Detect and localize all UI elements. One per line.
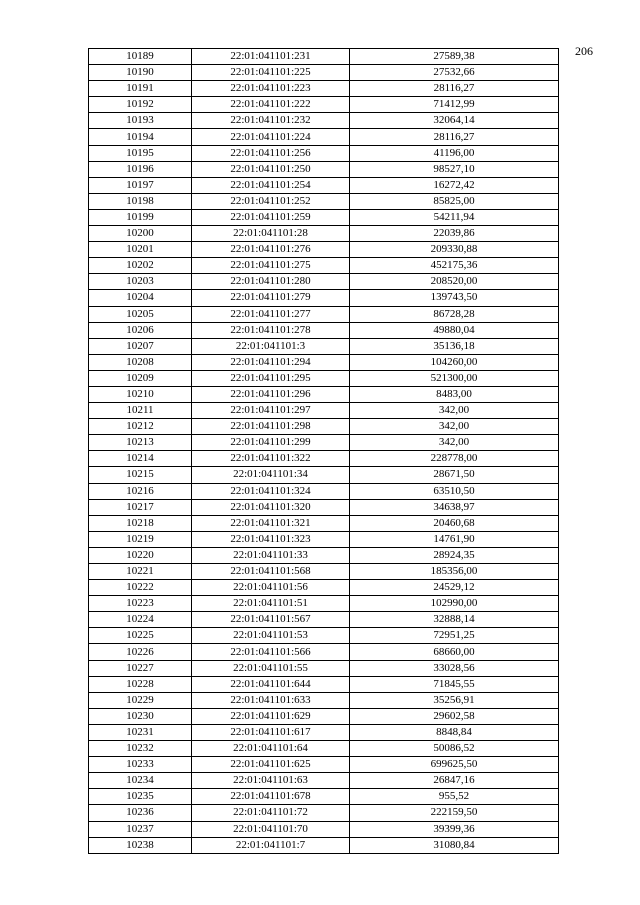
- table-row: [89, 419, 559, 435]
- cadastral-value-cell: 28116,27: [350, 129, 559, 145]
- cadastral-number-cell: 22:01:041101:299: [192, 435, 350, 451]
- cadastral-value-cell: 342,00: [350, 403, 559, 419]
- row-number-cell: 10234: [89, 773, 192, 789]
- cadastral-value-cell: 342,00: [350, 435, 559, 451]
- cadastral-number-cell: 22:01:041101:320: [192, 499, 350, 515]
- table-row: [89, 660, 559, 676]
- table-row: [89, 242, 559, 258]
- row-number-cell: 10232: [89, 741, 192, 757]
- cadastral-number-cell: 22:01:041101:51: [192, 596, 350, 612]
- table-row: [89, 612, 559, 628]
- cadastral-value-table: [88, 48, 559, 854]
- cadastral-number-cell: 22:01:041101:63: [192, 773, 350, 789]
- table-row: [89, 145, 559, 161]
- cadastral-number-cell: 22:01:041101:629: [192, 708, 350, 724]
- cadastral-number-cell: 22:01:041101:64: [192, 741, 350, 757]
- cadastral-value-cell: 34638,97: [350, 499, 559, 515]
- cadastral-value-cell: 228778,00: [350, 451, 559, 467]
- cadastral-value-cell: 28924,35: [350, 547, 559, 563]
- cadastral-number-cell: 22:01:041101:296: [192, 386, 350, 402]
- row-number-cell: 10200: [89, 226, 192, 242]
- cadastral-value-cell: 27589,38: [350, 49, 559, 65]
- cadastral-value-cell: 63510,50: [350, 483, 559, 499]
- cadastral-number-cell: 22:01:041101:568: [192, 564, 350, 580]
- cadastral-number-cell: 22:01:041101:566: [192, 644, 350, 660]
- table-row: [89, 177, 559, 193]
- cadastral-number-cell: 22:01:041101:617: [192, 724, 350, 740]
- row-number-cell: 10227: [89, 660, 192, 676]
- cadastral-number-cell: 22:01:041101:252: [192, 193, 350, 209]
- cadastral-value-cell: 139743,50: [350, 290, 559, 306]
- cadastral-number-cell: 22:01:041101:222: [192, 97, 350, 113]
- cadastral-value-cell: 29602,58: [350, 708, 559, 724]
- cadastral-number-cell: 22:01:041101:321: [192, 515, 350, 531]
- cadastral-number-cell: 22:01:041101:278: [192, 322, 350, 338]
- row-number-cell: 10216: [89, 483, 192, 499]
- cadastral-value-cell: 35136,18: [350, 338, 559, 354]
- table-row: [89, 129, 559, 145]
- table-row: [89, 708, 559, 724]
- row-number-cell: 10214: [89, 451, 192, 467]
- cadastral-value-cell: 32888,14: [350, 612, 559, 628]
- table-body: [89, 49, 559, 854]
- cadastral-value-cell: 85825,00: [350, 193, 559, 209]
- cadastral-number-cell: 22:01:041101:323: [192, 531, 350, 547]
- cadastral-number-cell: 22:01:041101:72: [192, 805, 350, 821]
- cadastral-value-cell: 8483,00: [350, 386, 559, 402]
- cadastral-number-cell: 22:01:041101:232: [192, 113, 350, 129]
- row-number-cell: 10190: [89, 65, 192, 81]
- row-number-cell: 10208: [89, 354, 192, 370]
- row-number-cell: 10238: [89, 837, 192, 853]
- cadastral-value-cell: 31080,84: [350, 837, 559, 853]
- table-row: [89, 451, 559, 467]
- cadastral-number-cell: 22:01:041101:250: [192, 161, 350, 177]
- table-row: [89, 773, 559, 789]
- cadastral-value-cell: 39399,36: [350, 821, 559, 837]
- row-number-cell: 10226: [89, 644, 192, 660]
- row-number-cell: 10204: [89, 290, 192, 306]
- table-row: [89, 724, 559, 740]
- cadastral-number-cell: 22:01:041101:7: [192, 837, 350, 853]
- cadastral-value-cell: 955,52: [350, 789, 559, 805]
- table-row: [89, 531, 559, 547]
- row-number-cell: 10224: [89, 612, 192, 628]
- row-number-cell: 10221: [89, 564, 192, 580]
- cadastral-value-cell: 71412,99: [350, 97, 559, 113]
- cadastral-number-cell: 22:01:041101:55: [192, 660, 350, 676]
- table-row: [89, 789, 559, 805]
- cadastral-number-cell: 22:01:041101:644: [192, 676, 350, 692]
- cadastral-number-cell: 22:01:041101:625: [192, 757, 350, 773]
- table-row: [89, 65, 559, 81]
- table-row: [89, 370, 559, 386]
- table-row: [89, 258, 559, 274]
- row-number-cell: 10220: [89, 547, 192, 563]
- table-row: [89, 354, 559, 370]
- cadastral-value-cell: 28116,27: [350, 81, 559, 97]
- cadastral-value-cell: 71845,55: [350, 676, 559, 692]
- table-row: [89, 386, 559, 402]
- row-number-cell: 10237: [89, 821, 192, 837]
- row-number-cell: 10203: [89, 274, 192, 290]
- cadastral-number-cell: 22:01:041101:231: [192, 49, 350, 65]
- table-row: [89, 161, 559, 177]
- cadastral-number-cell: 22:01:041101:224: [192, 129, 350, 145]
- table-row: [89, 837, 559, 853]
- cadastral-number-cell: 22:01:041101:633: [192, 692, 350, 708]
- cadastral-number-cell: 22:01:041101:567: [192, 612, 350, 628]
- table-row: [89, 274, 559, 290]
- row-number-cell: 10197: [89, 177, 192, 193]
- cadastral-value-cell: 54211,94: [350, 209, 559, 225]
- table-row: [89, 676, 559, 692]
- table-row: [89, 515, 559, 531]
- row-number-cell: 10219: [89, 531, 192, 547]
- cadastral-number-cell: 22:01:041101:678: [192, 789, 350, 805]
- row-number-cell: 10229: [89, 692, 192, 708]
- cadastral-number-cell: 22:01:041101:280: [192, 274, 350, 290]
- row-number-cell: 10207: [89, 338, 192, 354]
- row-number-cell: 10212: [89, 419, 192, 435]
- cadastral-value-cell: 209330,88: [350, 242, 559, 258]
- cadastral-value-cell: 32064,14: [350, 113, 559, 129]
- cadastral-number-cell: 22:01:041101:276: [192, 242, 350, 258]
- row-number-cell: 10210: [89, 386, 192, 402]
- table-row: [89, 97, 559, 113]
- row-number-cell: 10213: [89, 435, 192, 451]
- row-number-cell: 10233: [89, 757, 192, 773]
- table-row: [89, 644, 559, 660]
- table-row: [89, 338, 559, 354]
- row-number-cell: 10217: [89, 499, 192, 515]
- cadastral-value-cell: 35256,91: [350, 692, 559, 708]
- cadastral-number-cell: 22:01:041101:259: [192, 209, 350, 225]
- cadastral-value-cell: 27532,66: [350, 65, 559, 81]
- cadastral-number-cell: 22:01:041101:33: [192, 547, 350, 563]
- page-number: 206: [575, 44, 593, 58]
- row-number-cell: 10193: [89, 113, 192, 129]
- row-number-cell: 10230: [89, 708, 192, 724]
- cadastral-value-cell: 68660,00: [350, 644, 559, 660]
- table-row: [89, 322, 559, 338]
- row-number-cell: 10231: [89, 724, 192, 740]
- row-number-cell: 10192: [89, 97, 192, 113]
- cadastral-number-cell: 22:01:041101:297: [192, 403, 350, 419]
- table-row: [89, 290, 559, 306]
- table-row: [89, 226, 559, 242]
- row-number-cell: 10189: [89, 49, 192, 65]
- cadastral-number-cell: 22:01:041101:298: [192, 419, 350, 435]
- cadastral-number-cell: 22:01:041101:254: [192, 177, 350, 193]
- cadastral-number-cell: 22:01:041101:295: [192, 370, 350, 386]
- table-row: [89, 547, 559, 563]
- row-number-cell: 10215: [89, 467, 192, 483]
- table-row: [89, 821, 559, 837]
- row-number-cell: 10211: [89, 403, 192, 419]
- cadastral-value-cell: 22039,86: [350, 226, 559, 242]
- cadastral-value-cell: 208520,00: [350, 274, 559, 290]
- cadastral-value-cell: 98527,10: [350, 161, 559, 177]
- row-number-cell: 10235: [89, 789, 192, 805]
- cadastral-number-cell: 22:01:041101:53: [192, 628, 350, 644]
- cadastral-number-cell: 22:01:041101:225: [192, 65, 350, 81]
- table-row: [89, 49, 559, 65]
- row-number-cell: 10236: [89, 805, 192, 821]
- row-number-cell: 10218: [89, 515, 192, 531]
- row-number-cell: 10225: [89, 628, 192, 644]
- cadastral-value-cell: 699625,50: [350, 757, 559, 773]
- cadastral-value-cell: 14761,90: [350, 531, 559, 547]
- cadastral-number-cell: 22:01:041101:56: [192, 580, 350, 596]
- cadastral-number-cell: 22:01:041101:279: [192, 290, 350, 306]
- table-row: [89, 435, 559, 451]
- row-number-cell: 10201: [89, 242, 192, 258]
- table-row: [89, 564, 559, 580]
- table-row: [89, 741, 559, 757]
- row-number-cell: 10198: [89, 193, 192, 209]
- table-row: [89, 628, 559, 644]
- row-number-cell: 10222: [89, 580, 192, 596]
- table-row: [89, 193, 559, 209]
- cadastral-number-cell: 22:01:041101:294: [192, 354, 350, 370]
- table-row: [89, 580, 559, 596]
- cadastral-value-cell: 104260,00: [350, 354, 559, 370]
- cadastral-number-cell: 22:01:041101:70: [192, 821, 350, 837]
- cadastral-value-cell: 20460,68: [350, 515, 559, 531]
- cadastral-value-cell: 49880,04: [350, 322, 559, 338]
- cadastral-value-cell: 50086,52: [350, 741, 559, 757]
- cadastral-number-cell: 22:01:041101:275: [192, 258, 350, 274]
- row-number-cell: 10196: [89, 161, 192, 177]
- cadastral-number-cell: 22:01:041101:223: [192, 81, 350, 97]
- cadastral-number-cell: 22:01:041101:277: [192, 306, 350, 322]
- row-number-cell: 10202: [89, 258, 192, 274]
- cadastral-value-cell: 33028,56: [350, 660, 559, 676]
- table-row: [89, 499, 559, 515]
- cadastral-number-cell: 22:01:041101:256: [192, 145, 350, 161]
- table-row: [89, 209, 559, 225]
- cadastral-value-cell: 41196,00: [350, 145, 559, 161]
- cadastral-value-cell: 72951,25: [350, 628, 559, 644]
- cadastral-value-cell: 342,00: [350, 419, 559, 435]
- cadastral-value-cell: 8848,84: [350, 724, 559, 740]
- cadastral-number-cell: 22:01:041101:28: [192, 226, 350, 242]
- cadastral-number-cell: 22:01:041101:3: [192, 338, 350, 354]
- cadastral-value-cell: 521300,00: [350, 370, 559, 386]
- cadastral-number-cell: 22:01:041101:322: [192, 451, 350, 467]
- cadastral-value-cell: 28671,50: [350, 467, 559, 483]
- row-number-cell: 10199: [89, 209, 192, 225]
- cadastral-value-cell: 86728,28: [350, 306, 559, 322]
- row-number-cell: 10228: [89, 676, 192, 692]
- table-row: [89, 467, 559, 483]
- table-row: [89, 403, 559, 419]
- cadastral-value-cell: 24529,12: [350, 580, 559, 596]
- table-row: [89, 81, 559, 97]
- row-number-cell: 10206: [89, 322, 192, 338]
- cadastral-number-cell: 22:01:041101:34: [192, 467, 350, 483]
- table-row: [89, 113, 559, 129]
- cadastral-value-cell: 452175,36: [350, 258, 559, 274]
- cadastral-value-cell: 26847,16: [350, 773, 559, 789]
- cadastral-value-cell: 222159,50: [350, 805, 559, 821]
- table-row: [89, 483, 559, 499]
- table-row: [89, 596, 559, 612]
- row-number-cell: 10194: [89, 129, 192, 145]
- table-row: [89, 692, 559, 708]
- row-number-cell: 10191: [89, 81, 192, 97]
- cadastral-value-cell: 16272,42: [350, 177, 559, 193]
- row-number-cell: 10205: [89, 306, 192, 322]
- cadastral-value-cell: 102990,00: [350, 596, 559, 612]
- row-number-cell: 10209: [89, 370, 192, 386]
- row-number-cell: 10223: [89, 596, 192, 612]
- table-row: [89, 757, 559, 773]
- cadastral-number-cell: 22:01:041101:324: [192, 483, 350, 499]
- cadastral-value-cell: 185356,00: [350, 564, 559, 580]
- row-number-cell: 10195: [89, 145, 192, 161]
- table-row: [89, 805, 559, 821]
- table-row: [89, 306, 559, 322]
